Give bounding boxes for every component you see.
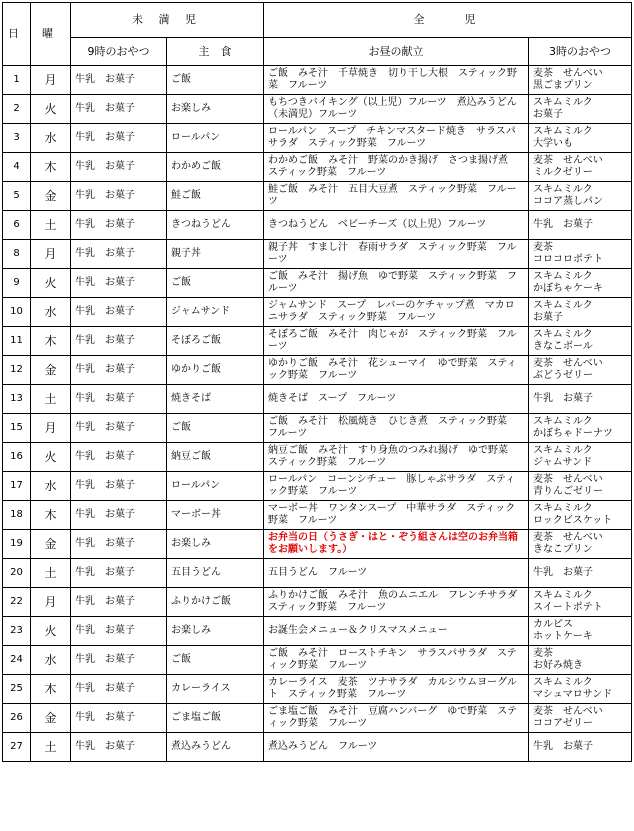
lunch-cell: マーボー丼 ワンタンスープ 中華サラダ スティック野菜 フルーツ (264, 501, 529, 530)
table-row (3, 385, 632, 414)
weekday-cell: 火 (31, 443, 71, 472)
snack3-line: ジャムサンド (533, 457, 593, 468)
table-row (3, 646, 632, 675)
weekday-cell: 金 (31, 182, 71, 211)
weekday-cell: 水 (31, 646, 71, 675)
snack9-cell: 牛乳 お菓子 (71, 472, 167, 501)
day-cell: 25 (3, 675, 31, 704)
snack3-cell (529, 269, 632, 298)
snack3-cell (529, 414, 632, 443)
table-row (3, 124, 632, 153)
staple-cell: わかめご飯 (167, 153, 264, 182)
day-cell: 11 (3, 327, 31, 356)
table-row (3, 414, 632, 443)
snack3-cell (529, 240, 632, 269)
snack3-line: お菓子 (533, 109, 563, 120)
snack3-cell (529, 472, 632, 501)
table-row (3, 443, 632, 472)
snack3-cell (529, 153, 632, 182)
staple-cell: ロールパン (167, 124, 264, 153)
weekday-cell: 火 (31, 617, 71, 646)
snack9-cell: 牛乳 お菓子 (71, 559, 167, 588)
snack3-line: スキムミルク (533, 416, 593, 427)
snack3-line: スキムミルク (533, 271, 593, 282)
snack3-line: ココア蒸しパン (533, 196, 603, 207)
table-row (3, 153, 632, 182)
table-row (3, 559, 632, 588)
lunch-cell: 煮込みうどん フルーツ (264, 733, 529, 762)
menu-table (2, 2, 632, 762)
snack3-cell (529, 559, 632, 588)
snack9-cell: 牛乳 お菓子 (71, 385, 167, 414)
snack3-line: 麦茶 せんべい (533, 532, 603, 543)
weekday-cell: 水 (31, 472, 71, 501)
day-cell: 17 (3, 472, 31, 501)
header-snack3: 3時のおやつ (529, 38, 632, 66)
staple-cell: ご飯 (167, 646, 264, 675)
snack3-line: きなこボール (533, 341, 593, 352)
snack3-line: マシュマロサンド (533, 689, 613, 700)
snack3-line: 麦茶 せんべい (533, 68, 603, 79)
weekday-cell: 木 (31, 675, 71, 704)
day-cell: 24 (3, 646, 31, 675)
lunch-cell: ご飯 みそ汁 ローストチキン サラスパサラダ スティック野菜 フルーツ (264, 646, 529, 675)
snack3-line: きなこプリン (533, 544, 593, 555)
lunch-cell: ロールパン スープ チキンマスタード焼き サラスパサラダ スティック野菜 フルーツ (264, 124, 529, 153)
snack9-cell: 牛乳 お菓子 (71, 530, 167, 559)
lunch-cell: カレーライス 麦茶 ツナサラダ カルシウムヨーグルト スティック野菜 フルーツ (264, 675, 529, 704)
table-row (3, 240, 632, 269)
staple-cell: 親子丼 (167, 240, 264, 269)
snack3-line: 牛乳 お菓子 (533, 567, 593, 578)
lunch-cell: 親子丼 すまし汁 春雨サラダ スティック野菜 フルーツ (264, 240, 529, 269)
day-cell: 1 (3, 66, 31, 95)
snack3-cell (529, 733, 632, 762)
snack9-cell: 牛乳 お菓子 (71, 211, 167, 240)
table-row (3, 733, 632, 762)
header-staple: 主 食 (167, 38, 264, 66)
lunch-cell: もちつきバイキング（以上児）フルーツ 煮込みうどん（未満児）フルーツ (264, 95, 529, 124)
weekday-cell: 金 (31, 356, 71, 385)
day-cell: 18 (3, 501, 31, 530)
snack3-cell (529, 327, 632, 356)
table-row (3, 530, 632, 559)
snack9-cell: 牛乳 お菓子 (71, 298, 167, 327)
lunch-cell: そぼろご飯 みそ汁 肉じゃが スティック野菜 フルーツ (264, 327, 529, 356)
day-cell: 19 (3, 530, 31, 559)
staple-cell: ご飯 (167, 269, 264, 298)
snack9-cell: 牛乳 お菓子 (71, 414, 167, 443)
menu-body (3, 66, 632, 762)
snack9-cell: 牛乳 お菓子 (71, 327, 167, 356)
snack3-line: 黒ごまプリン (533, 80, 593, 91)
weekday-cell: 土 (31, 559, 71, 588)
snack3-line: 麦茶 せんべい (533, 474, 603, 485)
staple-cell: ジャムサンド (167, 298, 264, 327)
snack9-cell: 牛乳 お菓子 (71, 733, 167, 762)
snack3-line: 麦茶 (533, 648, 553, 659)
snack3-line: スキムミルク (533, 677, 593, 688)
lunch-cell: ご飯 みそ汁 揚げ魚 ゆで野菜 スティック野菜 フルーツ (264, 269, 529, 298)
lunch-cell: 五目うどん フルーツ (264, 559, 529, 588)
snack3-line: カルピス (533, 619, 573, 630)
day-cell: 3 (3, 124, 31, 153)
snack3-line: 牛乳 お菓子 (533, 741, 593, 752)
snack3-cell (529, 298, 632, 327)
snack3-line: 麦茶 せんべい (533, 155, 603, 166)
snack3-line: スキムミルク (533, 300, 593, 311)
snack3-line: スキムミルク (533, 590, 593, 601)
lunch-cell: ご飯 みそ汁 千草焼き 切り干し大根 スティック野菜 フルーツ (264, 66, 529, 95)
day-cell: 4 (3, 153, 31, 182)
table-row (3, 182, 632, 211)
weekday-cell: 月 (31, 414, 71, 443)
weekday-cell: 金 (31, 704, 71, 733)
snack3-line: スキムミルク (533, 329, 593, 340)
snack9-cell: 牛乳 お菓子 (71, 124, 167, 153)
header-day: 日 (3, 3, 31, 66)
header-snack9: 9時のおやつ (71, 38, 167, 66)
table-row (3, 675, 632, 704)
day-cell: 26 (3, 704, 31, 733)
day-cell: 27 (3, 733, 31, 762)
lunch-cell: ごま塩ご飯 みそ汁 豆腐ハンバーグ ゆで野菜 スティック野菜 フルーツ (264, 704, 529, 733)
snack3-line: かぼちゃドーナツ (533, 428, 613, 439)
snack3-cell (529, 182, 632, 211)
weekday-cell: 木 (31, 153, 71, 182)
snack9-cell: 牛乳 お菓子 (71, 675, 167, 704)
header-lunch: お昼の献立 (264, 38, 529, 66)
snack9-cell: 牛乳 お菓子 (71, 95, 167, 124)
staple-cell: カレーライス (167, 675, 264, 704)
weekday-cell: 木 (31, 501, 71, 530)
lunch-cell: きつねうどん ベビーチーズ（以上児）フルーツ (264, 211, 529, 240)
snack9-cell: 牛乳 お菓子 (71, 153, 167, 182)
staple-cell: 焼きそば (167, 385, 264, 414)
snack9-cell: 牛乳 お菓子 (71, 646, 167, 675)
table-row (3, 269, 632, 298)
table-row (3, 704, 632, 733)
snack9-cell: 牛乳 お菓子 (71, 617, 167, 646)
lunch-cell: 納豆ご飯 みそ汁 すり身魚のつみれ揚げ ゆで野菜 スティック野菜 フルーツ (264, 443, 529, 472)
header-all: 全 児 (264, 3, 632, 38)
day-cell: 22 (3, 588, 31, 617)
table-row (3, 472, 632, 501)
snack3-line: ホットケーキ (533, 631, 593, 642)
lunch-cell: ゆかりご飯 みそ汁 花シューマイ ゆで野菜 スティック野菜 フルーツ (264, 356, 529, 385)
weekday-cell: 金 (31, 530, 71, 559)
snack9-cell: 牛乳 お菓子 (71, 704, 167, 733)
staple-cell: お楽しみ (167, 617, 264, 646)
table-row (3, 298, 632, 327)
lunch-cell: 鮭ご飯 みそ汁 五目大豆煮 スティック野菜 フルーツ (264, 182, 529, 211)
snack9-cell: 牛乳 お菓子 (71, 66, 167, 95)
staple-cell: ごま塩ご飯 (167, 704, 264, 733)
day-cell: 10 (3, 298, 31, 327)
table-row (3, 211, 632, 240)
snack3-line: 麦茶 せんべい (533, 706, 603, 717)
weekday-cell: 水 (31, 124, 71, 153)
snack3-line: ぶどうゼリー (533, 370, 593, 381)
header-weekday: 曜 (31, 3, 71, 66)
snack3-line: 青りんごゼリー (533, 486, 603, 497)
snack9-cell: 牛乳 お菓子 (71, 588, 167, 617)
weekday-cell: 土 (31, 733, 71, 762)
snack9-cell: 牛乳 お菓子 (71, 443, 167, 472)
day-cell: 12 (3, 356, 31, 385)
snack9-cell: 牛乳 お菓子 (71, 356, 167, 385)
snack3-line: 牛乳 お菓子 (533, 393, 593, 404)
snack3-line: スキムミルク (533, 97, 593, 108)
staple-cell: ゆかりご飯 (167, 356, 264, 385)
weekday-cell: 火 (31, 95, 71, 124)
snack3-line: スキムミルク (533, 503, 593, 514)
weekday-cell: 月 (31, 66, 71, 95)
snack3-line: 牛乳 お菓子 (533, 219, 593, 230)
staple-cell: ふりかけご飯 (167, 588, 264, 617)
snack3-cell (529, 66, 632, 95)
staple-cell: お楽しみ (167, 95, 264, 124)
snack3-line: ミルクゼリー (533, 167, 593, 178)
snack3-line: お菓子 (533, 312, 563, 323)
lunch-cell: ロールパン コーンシチュー 豚しゃぶサラダ スティック野菜 フルーツ (264, 472, 529, 501)
snack3-cell (529, 95, 632, 124)
snack9-cell: 牛乳 お菓子 (71, 269, 167, 298)
lunch-cell: お誕生会メニュー＆クリスマスメニュー (264, 617, 529, 646)
staple-cell: マーボー丼 (167, 501, 264, 530)
day-cell: 20 (3, 559, 31, 588)
day-cell: 8 (3, 240, 31, 269)
day-cell: 16 (3, 443, 31, 472)
snack3-cell (529, 530, 632, 559)
table-row (3, 66, 632, 95)
staple-cell: 納豆ご飯 (167, 443, 264, 472)
lunch-cell: 焼きそば スープ フルーツ (264, 385, 529, 414)
snack3-cell (529, 385, 632, 414)
snack3-cell (529, 675, 632, 704)
snack3-line: ココアゼリー (533, 718, 593, 729)
day-cell: 5 (3, 182, 31, 211)
weekday-cell: 木 (31, 327, 71, 356)
staple-cell: ロールパン (167, 472, 264, 501)
table-row (3, 588, 632, 617)
snack3-cell (529, 501, 632, 530)
table-row (3, 95, 632, 124)
lunch-cell: わかめご飯 みそ汁 野菜のかき揚げ さつま揚げ煮 スティック野菜 フルーツ (264, 153, 529, 182)
day-cell: 15 (3, 414, 31, 443)
snack3-cell (529, 588, 632, 617)
snack9-cell: 牛乳 お菓子 (71, 501, 167, 530)
snack3-line: ロックビスケット (533, 515, 613, 526)
snack3-line: お好み焼き (533, 660, 583, 671)
snack3-cell (529, 704, 632, 733)
snack3-cell (529, 356, 632, 385)
snack9-cell: 牛乳 お菓子 (71, 182, 167, 211)
snack9-cell: 牛乳 お菓子 (71, 240, 167, 269)
day-cell: 2 (3, 95, 31, 124)
snack3-line: スキムミルク (533, 445, 593, 456)
staple-cell: 煮込みうどん (167, 733, 264, 762)
table-row (3, 356, 632, 385)
lunch-cell: ジャムサンド スープ レバーのケチャップ煮 マカロニサラダ スティック野菜 フルーツ (264, 298, 529, 327)
staple-cell: ご飯 (167, 66, 264, 95)
snack3-line: 麦茶 (533, 242, 553, 253)
lunch-cell: お弁当の日（うさぎ・はと・ぞう組さんは空のお弁当箱をお願いします。） (264, 530, 529, 559)
lunch-cell: ご飯 みそ汁 松風焼き ひじき煮 スティック野菜 フルーツ (264, 414, 529, 443)
snack3-cell (529, 617, 632, 646)
snack3-line: 麦茶 せんべい (533, 358, 603, 369)
staple-cell: きつねうどん (167, 211, 264, 240)
weekday-cell: 月 (31, 240, 71, 269)
header-under3: 未 満 児 (71, 3, 264, 38)
weekday-cell: 火 (31, 269, 71, 298)
day-cell: 13 (3, 385, 31, 414)
snack3-cell (529, 124, 632, 153)
snack3-cell (529, 443, 632, 472)
snack3-line: スキムミルク (533, 184, 593, 195)
weekday-cell: 月 (31, 588, 71, 617)
day-cell: 23 (3, 617, 31, 646)
weekday-cell: 水 (31, 298, 71, 327)
table-row (3, 501, 632, 530)
weekday-cell: 土 (31, 385, 71, 414)
lunch-cell: ふりかけご飯 みそ汁 魚のムニエル フレンチサラダ スティック野菜 フルーツ (264, 588, 529, 617)
day-cell: 9 (3, 269, 31, 298)
snack3-line: かぼちゃケーキ (533, 283, 603, 294)
staple-cell: そぼろご飯 (167, 327, 264, 356)
snack3-line: スイートポテト (533, 602, 603, 613)
snack3-line: スキムミルク (533, 126, 593, 137)
staple-cell: ご飯 (167, 414, 264, 443)
staple-cell: 鮭ご飯 (167, 182, 264, 211)
snack3-line: 大学いも (533, 138, 573, 149)
table-row (3, 327, 632, 356)
table-row (3, 617, 632, 646)
snack3-cell (529, 211, 632, 240)
snack3-line: コロコロポテト (533, 254, 603, 265)
weekday-cell: 土 (31, 211, 71, 240)
day-cell: 6 (3, 211, 31, 240)
staple-cell: 五目うどん (167, 559, 264, 588)
snack3-cell (529, 646, 632, 675)
staple-cell: お楽しみ (167, 530, 264, 559)
